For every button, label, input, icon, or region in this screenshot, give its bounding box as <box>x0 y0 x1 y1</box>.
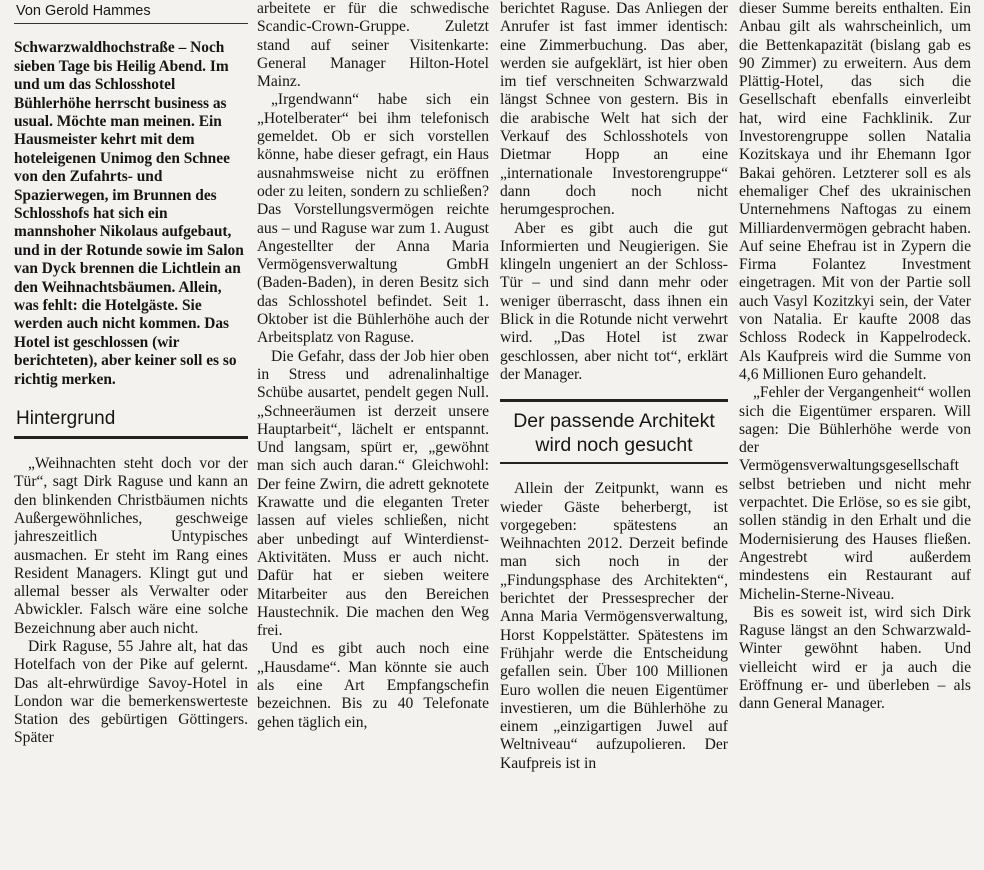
column-2 <box>257 0 489 870</box>
section-heading-hintergrund: Hintergrund <box>14 407 248 439</box>
paragraph: berichtet Raguse. Das Anliegen der Anrufer ist fast immer identisch: eine Zimmerbuchung. Das aber, werden sie aufgeklärt, ist hier oben im tief verschneiten Schwarzwald längst Schnee von gestern. Bis in die arabische Welt hat sich der Verkauf des Schlosshotels von Dietmar Hopp an eine „internationale Investorengruppe“ dann doch noch nicht herumgesprochen. <box>500 0 728 219</box>
paragraph: „Irgendwann“ habe sich ein „Hotelberater“ bei ihm telefonisch gemeldet. Ob er sich vorstellen könne, habe dieser gefragt, ein Haus ausnahmsweise nicht zu eröffnen oder zu leiten, sondern zu schließen? Das Vorstellungsvermögen reichte aus – und Raguse war zum 1. August Angestellter der Anna Maria Vermögensverwaltung GmbH (Baden-Baden), in deren Besitz sich das Schlosshotel befindet. Seit 1. Oktober ist die Bühlerhöhe auch der Arbeitsplatz von Raguse. <box>257 91 489 347</box>
paragraph: Dirk Raguse, 55 Jahre alt, hat das Hotelfach von der Pike auf gelernt. Das alt-ehrwürdige Savoy-Hotel in London war die bemerkenswerteste Station des gebürtigen Göttingers. Später <box>14 637 248 747</box>
lead-text: Schwarzwaldhochstraße – Noch sieben Tage bis Heilig Abend. Im und um das Schlosshotel Bühlerhöhe herrscht business as usual. Möchte man meinen. Ein Hausmeister kehrt mit dem hoteleigenen Unimog den Schnee von den Zufahrts- und Spazierwegen, im Brunnen des Schlosshofs hat sich ein mannshoher Nikolaus aufgebaut, und in der Rotunde sowie im Salon van Dyck brennen die Lichtlein an den Weihnachtsbäumen. Allein, was fehlt: die Hotelgäste. Sie werden auch nicht kommen. Das Hotel ist geschlossen (wir berichteten), aber keiner soll es so richtig merken. <box>14 39 244 388</box>
column-1 <box>14 0 248 870</box>
byline: Von Gerold Hammes <box>14 0 248 24</box>
paragraph: arbeitete er für die schwedische Scandic-Crown-Gruppe. Zuletzt stand auf seiner Visitenkarte: General Manager Hilton-Hotel Mainz. <box>257 0 489 91</box>
column-4 <box>739 0 971 870</box>
paragraph: dieser Summe bereits enthalten. Ein Anbau gilt als wahrscheinlich, um die Bettenkapazität (bislang gab es 90 Zimmer) zu erweitern. Aus dem Plättig-Hotel, das sich die Gesellschaft ebenfalls einverleibt hat, wird eine Fachklinik. Zur Investorengruppe sollen Natalia Kozitskaya und ihr Ehemann Igor Bakai gehören. Letzterer soll es als ehemaliger Chef des ukrainischen Unternehmens Naftogas zu einem Milliardenvermögen gebracht haben. Auf seine Ehefrau ist in Zypern die Firma Folantez Investment eingetragen. Mit von der Partie soll auch Vasyl Kozitzkyi sein, der Vater von Natalia. Er kaufte 2008 das Schloss Rodeck in Kappelrodeck. Als Kaufpreis wird die Summe von 4,6 Millionen Euro gehandelt. <box>739 0 971 383</box>
paragraph: Aber es gibt auch die gut Informierten und Neugierigen. Sie klingeln ungeniert an der Schloss-Tür – und sind dann mehr oder weniger überrascht, dass ihnen ein Blick in die Rotunde nicht verwehrt wird. „Das Hotel ist zwar geschlossen, aber nicht tot“, erklärt der Manager. <box>500 219 728 383</box>
paragraph: „Fehler der Vergangenheit“ wollen sich die Eigentümer ersparen. Will sagen: Die Bühlerhöhe werde von der Vermögensverwaltungsgesellschaft selbst betrieben und nicht mehr verpachtet. Die Erlöse, so es sie gibt, sollen ständig in den Erhalt und die Modernisierung des Hauses fließen. Angestrebt wird außerdem mindestens ein Restaurant auf Michelin-Sterne-Niveau. <box>739 384 971 603</box>
paragraph: Die Gefahr, dass der Job hier oben in Stress und adrenalinhaltige Schübe ausartet, pendelt gegen Null. „Schneeräumen ist derzeit unsere Hauptarbeit“, lächelt er entspannt. Und langsam, spürt er, „gewöhnt man sich auch daran.“ Gleichwohl: Der feine Zwirn, die adrett geknotete Krawatte und die eleganten Treter lassen auf vieles schließen, nicht aber unbedingt auf Winterdienst-Aktivitäten. Muss er auch nicht. Dafür hat er sieben weitere Mitarbeiter aus den Bereichen Haustechnik. Die machen den Weg frei. <box>257 347 489 640</box>
lead-paragraph <box>14 39 248 389</box>
paragraph: Bis es soweit ist, wird sich Dirk Raguse längst an den Schwarzwald-Winter gewöhnt haben. Und vielleicht wird er ja auch die Eröffnung er- und überleben – als dann General Manager. <box>739 603 971 713</box>
paragraph: Und es gibt auch noch eine „Hausdame“. Man könnte sie auch als eine Art Empfangschefin bezeichnen. Bis zu 40 Telefonate gehen täglich ein, <box>257 640 489 731</box>
subheadline-architekt: Der passende Architekt wird noch gesucht <box>500 399 728 464</box>
paragraph: „Weihnachten steht doch vor der Tür“, sagt Dirk Raguse und kann an den blinkenden Christbäumen nichts Außergewöhnliches, geschweige jahreszeitlich Untypisches ausmachen. Er steht im Rang eines Resident Managers. Klingt gut und allemal besser als Verwalter oder Abwickler. Falsch wäre eine solche Bezeichnung aber auch nicht. <box>14 455 248 637</box>
paragraph: Allein der Zeitpunkt, wann es wieder Gäste beherbergt, ist vorgegeben: spätestens an Weihnachten 2012. Derzeit befinde man sich noch in der „Findungsphase des Architekten“, berichtet der Pressesprecher der Anna Maria Vermögensverwaltung, Horst Koppelstätter. Spätestens im Frühjahr werde die Entscheidung gefallen sein. Über 100 Millionen Euro wollen die neuen Eigentümer investieren, um die Bühlerhöhe zu einem „einzigartigen Juwel auf Weltniveau“ aufzupolieren. Der Kaufpreis ist in <box>500 480 728 772</box>
column-3 <box>500 0 728 870</box>
